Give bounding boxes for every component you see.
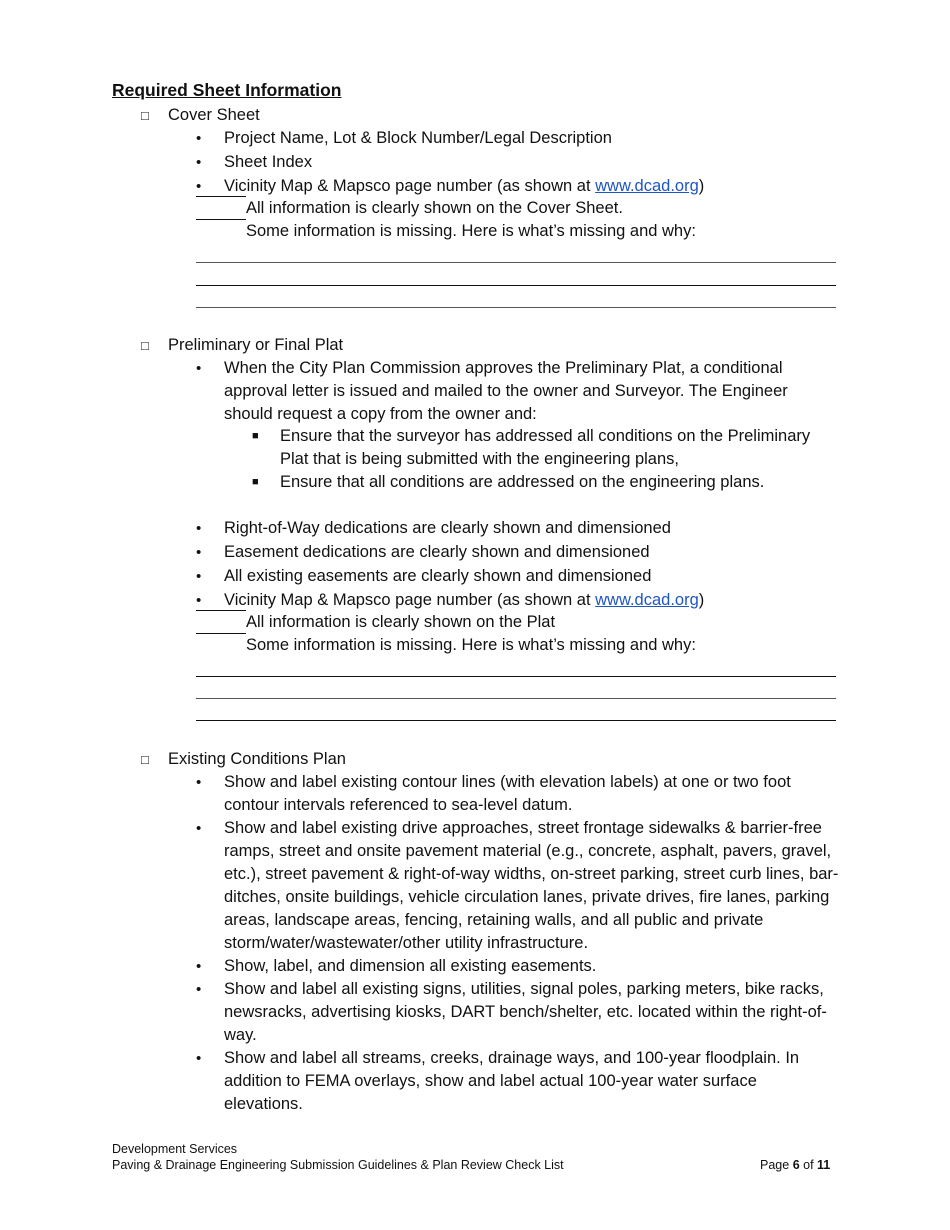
writing-line[interactable] <box>196 676 836 677</box>
bullet-icon: • <box>196 981 202 998</box>
sub-list-item: Ensure that all conditions are addressed on the engineering plans. <box>280 473 765 491</box>
writing-line[interactable] <box>196 698 836 699</box>
list-item: Show and label all streams, creeks, drainage ways, and 100-year floodplain. In addition to FEMA overlays, show and label actual 100-year water surface elevations. <box>224 1049 800 1113</box>
vicinity-suffix: ) <box>698 591 705 609</box>
bullet-icon: • <box>196 568 202 585</box>
writing-line[interactable] <box>196 307 836 308</box>
bullet-icon: • <box>196 958 202 975</box>
checkbox-existing-conditions[interactable]: □ <box>141 752 149 767</box>
writing-line[interactable] <box>196 720 836 721</box>
footer-department: Development Services <box>112 1142 238 1156</box>
sub-list-item: Ensure that the surveyor has addressed all conditions on the Preliminary Plat that is being submitted with the engineering plans, <box>280 427 811 468</box>
bullet-icon: • <box>196 360 202 377</box>
list-item: Easement dedications are clearly shown and dimensioned <box>224 543 650 561</box>
fill-in-blank[interactable] <box>196 196 246 197</box>
vicinity-text: Vicinity Map & Mapsco page number (as shown at <box>224 591 596 609</box>
list-item: Show and label all existing signs, utilities, signal poles, parking meters, bike racks, newsracks, advertising kiosks, DART bench/shelter, etc. located within the right-of-way. <box>224 980 827 1044</box>
bullet-icon: • <box>196 1050 202 1067</box>
section-heading: Required Sheet Information <box>112 80 342 100</box>
dcad-link[interactable]: www.dcad.org <box>595 591 699 609</box>
page-of: of <box>803 1158 814 1172</box>
check-all-shown: All information is clearly shown on the Plat <box>246 613 556 631</box>
check-missing: Some information is missing. Here is what’s missing and why: <box>246 222 696 240</box>
fill-in-blank[interactable] <box>196 610 246 611</box>
list-item-vicinity-map <box>224 175 839 198</box>
page-word: Page <box>760 1158 790 1172</box>
bullet-icon: • <box>196 178 202 195</box>
list-item: Right-of-Way dedications are clearly shown and dimensioned <box>224 519 671 537</box>
bullet-icon: • <box>196 520 202 537</box>
list-item: Sheet Index <box>224 153 313 171</box>
bullet-icon: • <box>196 544 202 561</box>
list-item: Show and label existing contour lines (with elevation labels) at one or two foot contour intervals referenced to sea-level datum. <box>224 773 791 814</box>
dcad-link[interactable]: www.dcad.org <box>595 177 699 195</box>
list-item: Project Name, Lot & Block Number/Legal Description <box>224 129 612 147</box>
list-item-vicinity-map <box>224 589 839 612</box>
checkbox-plat[interactable]: □ <box>141 338 149 353</box>
cover-sheet-label: Cover Sheet <box>168 106 260 124</box>
list-item: Show, label, and dimension all existing easements. <box>224 957 597 975</box>
bullet-icon: • <box>196 774 202 791</box>
page-number <box>760 1157 830 1173</box>
writing-line[interactable] <box>196 262 836 263</box>
bullet-icon: • <box>196 130 202 147</box>
fill-in-blank[interactable] <box>196 633 246 634</box>
footer-doc-title: Paving & Drainage Engineering Submission Guidelines & Plan Review Check List <box>112 1158 564 1172</box>
page-total: 11 <box>817 1158 831 1172</box>
list-item: Show and label existing drive approaches, street frontage sidewalks & barrier-free ramps, street and onsite pavement material (e.g., concrete, asphalt, pavers, gravel, etc.), street pavement & right-of-way widths, on-street parking, street curb lines, bar-ditches, onsite buildings, vehicle circulation lanes, private drives, fire lanes, parking areas, landscape areas, fencing, retaining walls, and all public and private storm/water/wastewater/other utility infrastructure. <box>224 819 839 952</box>
check-missing: Some information is missing. Here is what’s missing and why: <box>246 636 696 654</box>
bullet-icon: • <box>196 592 202 609</box>
list-item: All existing easements are clearly shown and dimensioned <box>224 567 652 585</box>
fill-in-blank[interactable] <box>196 219 246 220</box>
vicinity-text: Vicinity Map & Mapsco page number (as shown at <box>224 177 596 195</box>
checkbox-cover-sheet[interactable]: □ <box>141 108 149 123</box>
bullet-icon: • <box>196 154 202 171</box>
list-item: When the City Plan Commission approves the Preliminary Plat, a conditional approval letter is issued and mailed to the owner and Surveyor. The Engineer should request a copy from the owner and: <box>224 359 788 423</box>
bullet-icon: • <box>196 820 202 837</box>
existing-conditions-label: Existing Conditions Plan <box>168 750 346 768</box>
plat-label: Preliminary or Final Plat <box>168 336 344 354</box>
square-bullet-icon: ■ <box>252 430 259 442</box>
page-current: 6 <box>792 1158 800 1172</box>
vicinity-suffix: ) <box>698 177 705 195</box>
check-all-shown: All information is clearly shown on the Cover Sheet. <box>246 199 623 217</box>
square-bullet-icon: ■ <box>252 476 259 488</box>
writing-line[interactable] <box>196 285 836 286</box>
